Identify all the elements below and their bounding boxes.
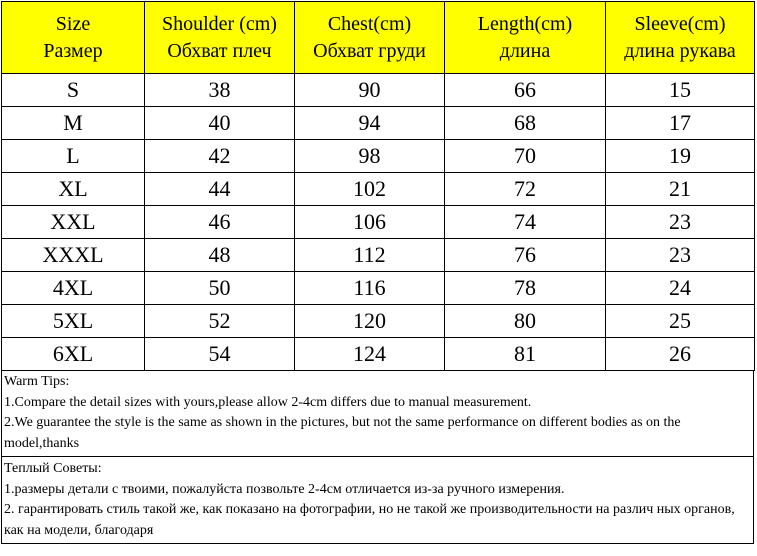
size-cell: XL	[2, 173, 145, 206]
table-row	[2, 140, 755, 173]
sleeve-cell: 26	[606, 338, 755, 371]
shoulder-cell: 42	[145, 140, 295, 173]
size-cell: L	[2, 140, 145, 173]
notes-english-line-2: 2.We guarantee the style is the same as shown in the pictures, but not the same performance on different bodies as on the model,thanks	[4, 415, 681, 451]
length-cell: 70	[445, 140, 606, 173]
chest-cell: 112	[295, 239, 445, 272]
sleeve-cell: 23	[606, 206, 755, 239]
header-chest-ru: Обхват груди	[313, 39, 426, 62]
chest-cell: 90	[295, 74, 445, 107]
sleeve-cell: 19	[606, 140, 755, 173]
header-shoulder-ru: Обхват плеч	[167, 39, 272, 62]
sleeve-cell: 23	[606, 239, 755, 272]
table-row	[2, 338, 755, 371]
table-row	[2, 272, 755, 305]
header-size	[2, 2, 145, 74]
table-row	[2, 74, 755, 107]
chest-cell: 120	[295, 305, 445, 338]
sleeve-cell: 24	[606, 272, 755, 305]
table-row	[2, 206, 755, 239]
shoulder-cell: 40	[145, 107, 295, 140]
chest-cell: 116	[295, 272, 445, 305]
sleeve-cell: 15	[606, 74, 755, 107]
size-cell: 6XL	[2, 338, 145, 371]
header-chest	[295, 2, 445, 74]
header-sleeve	[606, 2, 755, 74]
shoulder-cell: 52	[145, 305, 295, 338]
length-cell: 76	[445, 239, 606, 272]
chest-cell: 102	[295, 173, 445, 206]
size-cell: 4XL	[2, 272, 145, 305]
size-cell: 5XL	[2, 305, 145, 338]
header-length-en: Length(cm)	[477, 12, 573, 35]
header-sleeve-en: Sleeve(cm)	[634, 12, 726, 35]
notes-russian-title: Теплый Советы:	[4, 461, 102, 476]
notes-russian	[2, 456, 753, 543]
chest-cell: 98	[295, 140, 445, 173]
header-shoulder-en: Shoulder (cm)	[162, 12, 277, 35]
size-cell: M	[2, 107, 145, 140]
length-cell: 78	[445, 272, 606, 305]
chest-cell: 124	[295, 338, 445, 371]
length-cell: 80	[445, 305, 606, 338]
table-row	[2, 107, 755, 140]
table-row	[2, 173, 755, 206]
sleeve-cell: 25	[606, 305, 755, 338]
shoulder-cell: 46	[145, 206, 295, 239]
size-cell: XXL	[2, 206, 145, 239]
notes-english	[2, 370, 753, 456]
notes-panel	[1, 370, 754, 544]
header-size-ru: Размер	[43, 39, 103, 62]
header-row	[2, 2, 755, 74]
length-cell: 74	[445, 206, 606, 239]
chest-cell: 94	[295, 107, 445, 140]
shoulder-cell: 38	[145, 74, 295, 107]
shoulder-cell: 54	[145, 338, 295, 371]
size-cell: XXXL	[2, 239, 145, 272]
header-length	[445, 2, 606, 74]
sleeve-cell: 17	[606, 107, 755, 140]
shoulder-cell: 48	[145, 239, 295, 272]
shoulder-cell: 44	[145, 173, 295, 206]
shoulder-cell: 50	[145, 272, 295, 305]
sleeve-cell: 21	[606, 173, 755, 206]
header-shoulder	[145, 2, 295, 74]
header-length-ru: длина	[499, 39, 551, 62]
length-cell: 81	[445, 338, 606, 371]
table-row	[2, 305, 755, 338]
header-size-en: Size	[55, 12, 91, 35]
table-row	[2, 239, 755, 272]
notes-english-line-1: 1.Compare the detail sizes with yours,please allow 2-4cm differs due to manual measurement.	[4, 394, 532, 410]
notes-russian-line-1: 1.размеры детали с твоими, пожалуйста позвольте 2-4см отличается из-за ручного измерения.	[4, 481, 565, 497]
chest-cell: 106	[295, 206, 445, 239]
size-table	[1, 1, 755, 371]
header-sleeve-ru: длина рукава	[624, 39, 736, 62]
length-cell: 72	[445, 173, 606, 206]
length-cell: 68	[445, 107, 606, 140]
header-chest-en: Chest(cm)	[327, 12, 412, 35]
length-cell: 66	[445, 74, 606, 107]
size-cell: S	[2, 74, 145, 107]
notes-english-title: Warm Tips:	[4, 374, 70, 389]
notes-russian-line-2: 2. гарантировать стиль такой же, как показано на фотографии, но не такой же производительности на различ ных органов, как на модели, благодаря	[4, 502, 735, 538]
